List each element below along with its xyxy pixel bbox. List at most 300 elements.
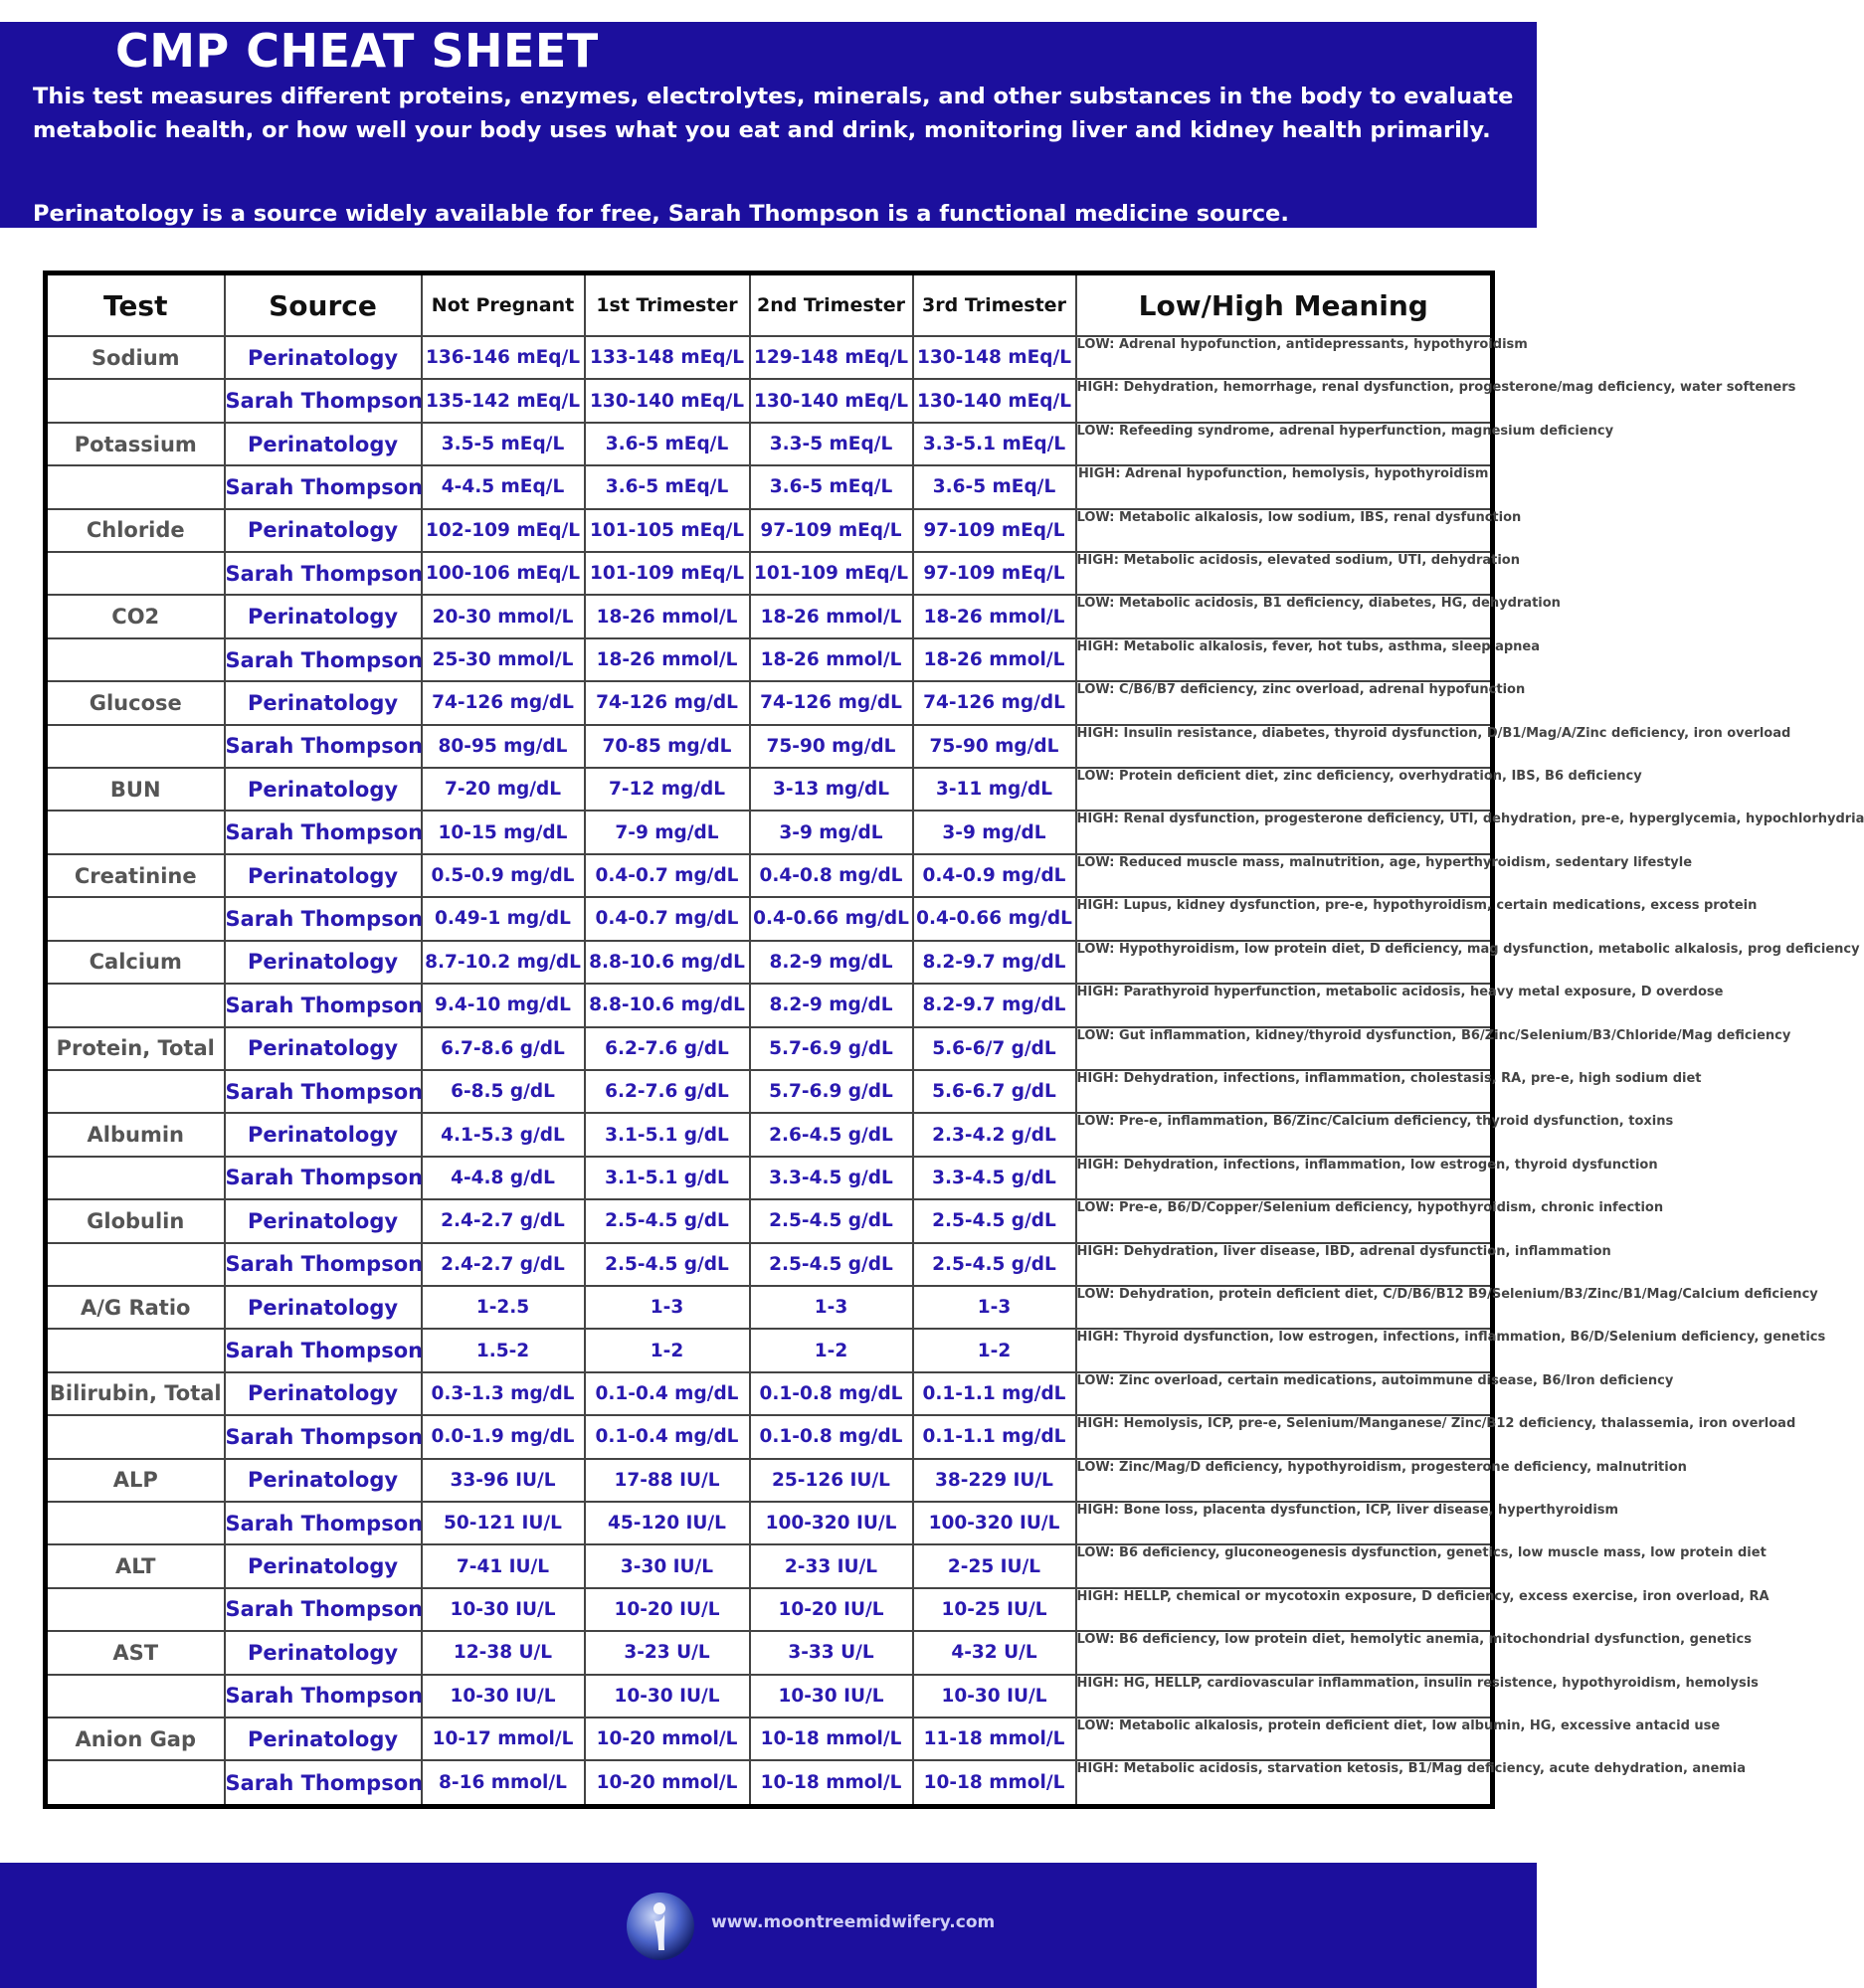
second-trimester-cell: 74-126 mg/dL (750, 681, 913, 724)
third-trimester-cell: 5.6-6/7 g/dL (913, 1027, 1076, 1070)
third-trimester-cell: 100-320 IU/L (913, 1502, 1076, 1544)
not-pregnant-cell: 80-95 mg/dL (422, 725, 585, 768)
first-trimester-cell: 2.5-4.5 g/dL (585, 1243, 750, 1286)
table-row (46, 768, 1493, 811)
first-trimester-cell: 8.8-10.6 mg/dL (585, 941, 750, 984)
second-trimester-cell: 0.4-0.8 mg/dL (750, 854, 913, 897)
first-trimester-cell: 6.2-7.6 g/dL (585, 1070, 750, 1113)
second-trimester-cell: 8.2-9 mg/dL (750, 941, 913, 984)
table-row (46, 897, 1493, 940)
first-trimester-cell: 8.8-10.6 mg/dL (585, 984, 750, 1026)
second-trimester-cell: 5.7-6.9 g/dL (750, 1027, 913, 1070)
not-pregnant-cell: 33-96 IU/L (422, 1459, 585, 1502)
test-name-cell-empty (46, 465, 225, 508)
table-row (46, 941, 1493, 984)
meaning-text: LOW: Protein deficient diet, zinc deficiency, overhydration, IBS, B6 deficiency (1076, 769, 1642, 785)
first-trimester-cell: 1-2 (585, 1329, 750, 1371)
test-name-cell: Potassium (46, 423, 225, 465)
meaning-cell (1076, 1760, 1747, 1806)
meaning-cell (1076, 941, 1860, 984)
meaning-text: HIGH: Dehydration, infections, inflammation, cholestasis, RA, pre-e, high sodium diet (1076, 1070, 1702, 1086)
test-name-cell: Calcium (46, 941, 225, 984)
meaning-text: HIGH: Insulin resistance, diabetes, thyroid dysfunction, D/B1/Mag/A/Zinc deficiency, iron overload (1076, 725, 1791, 741)
first-trimester-cell: 133-148 mEq/L (585, 336, 750, 379)
meaning-text: LOW: Metabolic alkalosis, protein deficient diet, low albumin, HG, excessive antacid use (1076, 1718, 1721, 1733)
source-cell: Perinatology (225, 595, 422, 637)
test-name-cell: AST (46, 1631, 225, 1674)
first-trimester-cell: 10-20 IU/L (585, 1588, 750, 1631)
first-trimester-cell: 74-126 mg/dL (585, 681, 750, 724)
second-trimester-cell: 101-109 mEq/L (750, 552, 913, 595)
meaning-text: LOW: Pre-e, B6/D/Copper/Selenium deficiency, hypothyroidism, chronic infection (1076, 1200, 1664, 1216)
first-trimester-cell: 3-30 IU/L (585, 1544, 750, 1587)
third-trimester-cell: 10-18 mmol/L (913, 1760, 1076, 1806)
test-name-cell-empty (46, 379, 225, 422)
second-trimester-cell: 3-33 U/L (750, 1631, 913, 1674)
second-trimester-cell: 0.1-0.8 mg/dL (750, 1372, 913, 1415)
source-cell: Sarah Thompson (225, 1243, 422, 1286)
table-row (46, 336, 1493, 379)
meaning-text: HIGH: Metabolic alkalosis, fever, hot tubs, asthma, sleep apnea (1076, 638, 1541, 654)
not-pregnant-cell: 8-16 mmol/L (422, 1760, 585, 1806)
meaning-cell (1076, 552, 1520, 595)
third-trimester-cell: 8.2-9.7 mg/dL (913, 941, 1076, 984)
third-trimester-cell: 11-18 mmol/L (913, 1717, 1076, 1760)
meaning-cell (1076, 1113, 1674, 1156)
third-trimester-cell: 75-90 mg/dL (913, 725, 1076, 768)
source-cell: Perinatology (225, 1717, 422, 1760)
header-source: Source (225, 273, 422, 337)
source-cell: Sarah Thompson (225, 1502, 422, 1544)
first-trimester-cell: 70-85 mg/dL (585, 725, 750, 768)
source-cell: Sarah Thompson (225, 552, 422, 595)
table-row (46, 681, 1493, 724)
second-trimester-cell: 8.2-9 mg/dL (750, 984, 913, 1026)
test-name-cell: Chloride (46, 509, 225, 552)
source-cell: Perinatology (225, 1544, 422, 1587)
third-trimester-cell: 97-109 mEq/L (913, 509, 1076, 552)
source-cell: Perinatology (225, 854, 422, 897)
table-row (46, 1675, 1493, 1717)
not-pregnant-cell: 135-142 mEq/L (422, 379, 585, 422)
header-not-pregnant: Not Pregnant (422, 273, 585, 337)
table-row (46, 1329, 1493, 1371)
third-trimester-cell: 2.5-4.5 g/dL (913, 1199, 1076, 1242)
cmp-table (43, 271, 1864, 1809)
second-trimester-cell: 3.3-5 mEq/L (750, 423, 913, 465)
meaning-cell (1076, 336, 1528, 379)
third-trimester-cell: 3.3-5.1 mEq/L (913, 423, 1076, 465)
test-name-cell: Protein, Total (46, 1027, 225, 1070)
second-trimester-cell: 0.4-0.66 mg/dL (750, 897, 913, 940)
second-trimester-cell: 10-20 IU/L (750, 1588, 913, 1631)
third-trimester-cell: 3-11 mg/dL (913, 768, 1076, 811)
meaning-text: LOW: B6 deficiency, low protein diet, hemolytic anemia, mitochondrial dysfunction, genetics (1076, 1632, 1752, 1648)
second-trimester-cell: 2.5-4.5 g/dL (750, 1199, 913, 1242)
test-name-cell: BUN (46, 768, 225, 811)
meaning-text: HIGH: HELLP, chemical or mycotoxin exposure, D deficiency, excess exercise, iron overload, RA (1076, 1588, 1770, 1604)
test-name-cell-empty (46, 725, 225, 768)
header-2nd-trimester: 2nd Trimester (750, 273, 913, 337)
meaning-cell (1076, 1588, 1770, 1631)
third-trimester-cell: 18-26 mmol/L (913, 595, 1076, 637)
source-cell: Sarah Thompson (225, 465, 422, 508)
third-trimester-cell: 2.5-4.5 g/dL (913, 1243, 1076, 1286)
meaning-text: LOW: Pre-e, inflammation, B6/Zinc/Calcium deficiency, thyroid dysfunction, toxins (1076, 1114, 1674, 1130)
meaning-cell (1076, 509, 1522, 552)
source-cell: Sarah Thompson (225, 1675, 422, 1717)
meaning-cell (1076, 1286, 1818, 1329)
not-pregnant-cell: 12-38 U/L (422, 1631, 585, 1674)
first-trimester-cell: 17-88 IU/L (585, 1459, 750, 1502)
not-pregnant-cell: 100-106 mEq/L (422, 552, 585, 595)
source-cell: Sarah Thompson (225, 1329, 422, 1371)
first-trimester-cell: 3.1-5.1 g/dL (585, 1157, 750, 1199)
meaning-text: HIGH: Renal dysfunction, progesterone deficiency, UTI, dehydration, pre-e, hyperglycemia, hypochlorhydria (1076, 812, 1864, 827)
meaning-cell (1076, 1329, 1826, 1371)
first-trimester-cell: 0.1-0.4 mg/dL (585, 1415, 750, 1458)
header-low-high-meaning: Low/High Meaning (1076, 273, 1493, 337)
not-pregnant-cell: 7-41 IU/L (422, 1544, 585, 1587)
meaning-cell (1076, 379, 1796, 422)
meaning-cell (1076, 1243, 1611, 1286)
website-link[interactable]: www.moontreemidwifery.com (711, 1912, 996, 1932)
meaning-text: LOW: Hypothyroidism, low protein diet, D deficiency, mag dysfunction, metabolic alkalosis, prog deficiency (1076, 941, 1860, 957)
source-cell: Perinatology (225, 1631, 422, 1674)
third-trimester-cell: 4-32 U/L (913, 1631, 1076, 1674)
first-trimester-cell: 45-120 IU/L (585, 1502, 750, 1544)
second-trimester-cell: 3.3-4.5 g/dL (750, 1157, 913, 1199)
not-pregnant-cell: 4-4.8 g/dL (422, 1157, 585, 1199)
third-trimester-cell: 0.4-0.9 mg/dL (913, 854, 1076, 897)
not-pregnant-cell: 50-121 IU/L (422, 1502, 585, 1544)
meaning-cell (1076, 1502, 1619, 1544)
test-name-cell-empty (46, 1329, 225, 1371)
table-row (46, 1631, 1493, 1674)
source-cell: Perinatology (225, 1113, 422, 1156)
first-trimester-cell: 3.1-5.1 g/dL (585, 1113, 750, 1156)
meaning-text: LOW: Metabolic alkalosis, low sodium, IBS, renal dysfunction (1076, 509, 1522, 525)
meaning-cell (1076, 1717, 1721, 1760)
first-trimester-cell: 3-23 U/L (585, 1631, 750, 1674)
first-trimester-cell: 7-9 mg/dL (585, 811, 750, 853)
not-pregnant-cell: 0.0-1.9 mg/dL (422, 1415, 585, 1458)
test-name-cell: Anion Gap (46, 1717, 225, 1760)
table-row (46, 1070, 1493, 1113)
meaning-cell (1076, 423, 1614, 465)
meaning-text: LOW: Dehydration, protein deficient diet, C/D/B6/B12 B9/Selenium/B3/Zinc/B1/Mag/Calcium deficiency (1076, 1286, 1818, 1302)
meaning-cell (1076, 897, 1758, 940)
test-name-cell-empty (46, 1760, 225, 1806)
second-trimester-cell: 10-18 mmol/L (750, 1717, 913, 1760)
not-pregnant-cell: 10-17 mmol/L (422, 1717, 585, 1760)
not-pregnant-cell: 2.4-2.7 g/dL (422, 1199, 585, 1242)
test-name-cell: ALP (46, 1459, 225, 1502)
third-trimester-cell: 130-148 mEq/L (913, 336, 1076, 379)
test-name-cell-empty (46, 638, 225, 681)
test-name-cell: Glucose (46, 681, 225, 724)
second-trimester-cell: 25-126 IU/L (750, 1459, 913, 1502)
first-trimester-cell: 101-109 mEq/L (585, 552, 750, 595)
meaning-cell (1076, 984, 1724, 1026)
third-trimester-cell: 3.3-4.5 g/dL (913, 1157, 1076, 1199)
meaning-cell (1076, 681, 1526, 724)
first-trimester-cell: 0.4-0.7 mg/dL (585, 854, 750, 897)
table-row (46, 509, 1493, 552)
not-pregnant-cell: 10-30 IU/L (422, 1588, 585, 1631)
third-trimester-cell: 3-9 mg/dL (913, 811, 1076, 853)
not-pregnant-cell: 0.5-0.9 mg/dL (422, 854, 585, 897)
meaning-text: LOW: Metabolic acidosis, B1 deficiency, diabetes, HG, dehydration (1076, 596, 1561, 612)
third-trimester-cell: 2-25 IU/L (913, 1544, 1076, 1587)
first-trimester-cell: 10-20 mmol/L (585, 1717, 750, 1760)
meaning-text: LOW: B6 deficiency, gluconeogenesis dysfunction, genetics, low muscle mass, low protein diet (1076, 1545, 1767, 1561)
not-pregnant-cell: 10-30 IU/L (422, 1675, 585, 1717)
second-trimester-cell: 75-90 mg/dL (750, 725, 913, 768)
third-trimester-cell: 0.4-0.66 mg/dL (913, 897, 1076, 940)
source-cell: Perinatology (225, 1286, 422, 1329)
meaning-text: HIGH: Dehydration, infections, inflammation, low estrogen, thyroid dysfunction (1076, 1157, 1658, 1173)
not-pregnant-cell: 1.5-2 (422, 1329, 585, 1371)
table-row (46, 725, 1493, 768)
source-cell: Sarah Thompson (225, 725, 422, 768)
test-name-cell-empty (46, 1070, 225, 1113)
third-trimester-cell: 1-3 (913, 1286, 1076, 1329)
table-row (46, 1544, 1493, 1587)
second-trimester-cell: 3-13 mg/dL (750, 768, 913, 811)
table-row (46, 1717, 1493, 1760)
table-row (46, 1113, 1493, 1156)
source-cell: Sarah Thompson (225, 1415, 422, 1458)
first-trimester-cell: 18-26 mmol/L (585, 595, 750, 637)
header-1st-trimester: 1st Trimester (585, 273, 750, 337)
table-row (46, 1588, 1493, 1631)
not-pregnant-cell: 102-109 mEq/L (422, 509, 585, 552)
table-row (46, 1502, 1493, 1544)
third-trimester-cell: 97-109 mEq/L (913, 552, 1076, 595)
table-row (46, 595, 1493, 637)
second-trimester-cell: 2.6-4.5 g/dL (750, 1113, 913, 1156)
second-trimester-cell: 0.1-0.8 mg/dL (750, 1415, 913, 1458)
first-trimester-cell: 10-20 mmol/L (585, 1760, 750, 1806)
third-trimester-cell: 2.3-4.2 g/dL (913, 1113, 1076, 1156)
source-cell: Sarah Thompson (225, 811, 422, 853)
meaning-text: HIGH: HG, HELLP, cardiovascular inflammation, insulin resistence, hypothyroidism, hemolysis (1076, 1675, 1759, 1691)
third-trimester-cell: 0.1-1.1 mg/dL (913, 1372, 1076, 1415)
third-trimester-cell: 38-229 IU/L (913, 1459, 1076, 1502)
not-pregnant-cell: 4.1-5.3 g/dL (422, 1113, 585, 1156)
third-trimester-cell: 18-26 mmol/L (913, 638, 1076, 681)
third-trimester-cell: 74-126 mg/dL (913, 681, 1076, 724)
not-pregnant-cell: 0.3-1.3 mg/dL (422, 1372, 585, 1415)
test-name-cell-empty (46, 552, 225, 595)
meaning-text: LOW: C/B6/B7 deficiency, zinc overload, adrenal hypofunction (1076, 682, 1526, 698)
test-name-cell-empty (46, 811, 225, 853)
second-trimester-cell: 2.5-4.5 g/dL (750, 1243, 913, 1286)
not-pregnant-cell: 1-2.5 (422, 1286, 585, 1329)
header-banner (0, 22, 1537, 228)
second-trimester-cell: 10-18 mmol/L (750, 1760, 913, 1806)
not-pregnant-cell: 2.4-2.7 g/dL (422, 1243, 585, 1286)
third-trimester-cell: 5.6-6.7 g/dL (913, 1070, 1076, 1113)
third-trimester-cell: 8.2-9.7 mg/dL (913, 984, 1076, 1026)
not-pregnant-cell: 9.4-10 mg/dL (422, 984, 585, 1026)
source-cell: Perinatology (225, 336, 422, 379)
meaning-text: LOW: Gut inflammation, kidney/thyroid dysfunction, B6/Zinc/Selenium/B3/Chloride/Mag deficiency (1076, 1027, 1791, 1043)
third-trimester-cell: 10-30 IU/L (913, 1675, 1076, 1717)
test-name-cell-empty (46, 1588, 225, 1631)
table-row (46, 1415, 1493, 1458)
meaning-text: HIGH: Metabolic acidosis, elevated sodium, UTI, dehydration (1076, 553, 1520, 569)
source-cell: Sarah Thompson (225, 897, 422, 940)
test-name-cell-empty (46, 1502, 225, 1544)
table-row (46, 1027, 1493, 1070)
test-name-cell-empty (46, 984, 225, 1026)
second-trimester-cell: 129-148 mEq/L (750, 336, 913, 379)
source-cell: Sarah Thompson (225, 984, 422, 1026)
table-row (46, 552, 1493, 595)
page-title: CMP CHEAT SHEET (115, 24, 599, 78)
table-row (46, 1157, 1493, 1199)
meaning-cell (1076, 1157, 1658, 1199)
second-trimester-cell: 1-2 (750, 1329, 913, 1371)
meaning-cell (1076, 1070, 1702, 1113)
table-row (46, 1760, 1493, 1806)
meaning-text: HIGH: Dehydration, hemorrhage, renal dysfunction, progesterone/mag deficiency, water softeners (1076, 380, 1796, 396)
meaning-cell (1076, 768, 1642, 811)
not-pregnant-cell: 6-8.5 g/dL (422, 1070, 585, 1113)
source-cell: Sarah Thompson (225, 1588, 422, 1631)
not-pregnant-cell: 25-30 mmol/L (422, 638, 585, 681)
meaning-cell (1076, 1544, 1767, 1587)
meaning-text: LOW: Zinc/Mag/D deficiency, hypothyroidism, progesterone deficiency, malnutrition (1076, 1459, 1687, 1475)
meaning-cell (1076, 811, 1864, 853)
table-row (46, 1286, 1493, 1329)
first-trimester-cell: 130-140 mEq/L (585, 379, 750, 422)
first-trimester-cell: 7-12 mg/dL (585, 768, 750, 811)
not-pregnant-cell: 4-4.5 mEq/L (422, 465, 585, 508)
meaning-text: LOW: Reduced muscle mass, malnutrition, age, hyperthyroidism, sedentary lifestyle (1076, 854, 1693, 870)
source-cell: Perinatology (225, 768, 422, 811)
first-trimester-cell: 2.5-4.5 g/dL (585, 1199, 750, 1242)
source-cell: Sarah Thompson (225, 1157, 422, 1199)
second-trimester-cell: 1-3 (750, 1286, 913, 1329)
table-row (46, 379, 1493, 422)
source-cell: Perinatology (225, 1372, 422, 1415)
table-row (46, 1372, 1493, 1415)
source-cell: Perinatology (225, 681, 422, 724)
third-trimester-cell: 0.1-1.1 mg/dL (913, 1415, 1076, 1458)
table-row (46, 1459, 1493, 1502)
meaning-cell (1076, 1027, 1791, 1070)
header-test: Test (46, 273, 225, 337)
test-name-cell-empty (46, 1675, 225, 1717)
second-trimester-cell: 10-30 IU/L (750, 1675, 913, 1717)
source-cell: Perinatology (225, 1459, 422, 1502)
table-row (46, 423, 1493, 465)
meaning-text: HIGH: Adrenal hypofunction, hemolysis, hypothyroidism (1078, 466, 1489, 482)
table-row (46, 1243, 1493, 1286)
first-trimester-cell: 0.4-0.7 mg/dL (585, 897, 750, 940)
first-trimester-cell: 0.1-0.4 mg/dL (585, 1372, 750, 1415)
second-trimester-cell: 3.6-5 mEq/L (750, 465, 913, 508)
source-cell: Perinatology (225, 423, 422, 465)
meaning-text: LOW: Adrenal hypofunction, antidepressants, hypothyroidism (1076, 337, 1528, 352)
second-trimester-cell: 2-33 IU/L (750, 1544, 913, 1587)
meaning-cell (1076, 1459, 1687, 1502)
source-cell: Perinatology (225, 509, 422, 552)
not-pregnant-cell: 3.5-5 mEq/L (422, 423, 585, 465)
header-3rd-trimester: 3rd Trimester (913, 273, 1076, 337)
second-trimester-cell: 18-26 mmol/L (750, 595, 913, 637)
third-trimester-cell: 130-140 mEq/L (913, 379, 1076, 422)
meaning-cell (1076, 595, 1561, 637)
meaning-text: HIGH: Parathyroid hyperfunction, metabolic acidosis, heavy metal exposure, D overdose (1076, 985, 1724, 1000)
meaning-text: LOW: Zinc overload, certain medications, autoimmune disease, B6/Iron deficiency (1076, 1372, 1674, 1388)
source-cell: Perinatology (225, 941, 422, 984)
test-name-cell: Globulin (46, 1199, 225, 1242)
meaning-text: HIGH: Bone loss, placenta dysfunction, ICP, liver disease, hyperthyroidism (1076, 1502, 1619, 1518)
first-trimester-cell: 10-30 IU/L (585, 1675, 750, 1717)
test-name-cell: Creatinine (46, 854, 225, 897)
not-pregnant-cell: 136-146 mEq/L (422, 336, 585, 379)
meaning-cell (1076, 1675, 1759, 1717)
third-trimester-cell: 1-2 (913, 1329, 1076, 1371)
second-trimester-cell: 5.7-6.9 g/dL (750, 1070, 913, 1113)
meaning-cell (1076, 1372, 1674, 1415)
table-header-row (46, 273, 1493, 337)
not-pregnant-cell: 7-20 mg/dL (422, 768, 585, 811)
test-name-cell-empty (46, 1243, 225, 1286)
intro-text: This test measures different proteins, enzymes, electrolytes, minerals, and other substances in the body to evaluate metabolic health, or how well your body uses what you eat and drink, monitoring liver and kidney health primarily. (33, 84, 1514, 143)
second-trimester-cell: 130-140 mEq/L (750, 379, 913, 422)
test-name-cell: CO2 (46, 595, 225, 637)
meaning-cell (1076, 465, 1493, 508)
test-name-cell: ALT (46, 1544, 225, 1587)
test-name-cell: Sodium (46, 336, 225, 379)
table-row (46, 811, 1493, 853)
table-row (46, 854, 1493, 897)
table-row (46, 1199, 1493, 1242)
source-cell: Perinatology (225, 1027, 422, 1070)
source-cell: Perinatology (225, 1199, 422, 1242)
table-row (46, 465, 1493, 508)
table-row (46, 984, 1493, 1026)
moon-tree-logo-icon (625, 1891, 696, 1962)
first-trimester-cell: 3.6-5 mEq/L (585, 465, 750, 508)
source-cell: Sarah Thompson (225, 638, 422, 681)
table-body (46, 336, 1864, 1807)
source-note: Perinatology is a source widely available for free, Sarah Thompson is a functional medicine source. (33, 201, 1289, 227)
meaning-text: HIGH: Thyroid dysfunction, low estrogen, infections, inflammation, B6/D/Selenium deficiency, genetics (1076, 1330, 1826, 1346)
meaning-cell (1076, 638, 1541, 681)
meaning-cell (1076, 1415, 1796, 1458)
meaning-text: HIGH: Metabolic acidosis, starvation ketosis, B1/Mag deficiency, acute dehydration, anemia (1076, 1761, 1747, 1777)
second-trimester-cell: 18-26 mmol/L (750, 638, 913, 681)
first-trimester-cell: 1-3 (585, 1286, 750, 1329)
source-cell: Sarah Thompson (225, 1070, 422, 1113)
test-name-cell: Bilirubin, Total (46, 1372, 225, 1415)
source-cell: Sarah Thompson (225, 379, 422, 422)
first-trimester-cell: 101-105 mEq/L (585, 509, 750, 552)
test-name-cell-empty (46, 1157, 225, 1199)
meaning-text: HIGH: Dehydration, liver disease, IBD, adrenal dysfunction, inflammation (1076, 1243, 1611, 1259)
not-pregnant-cell: 0.49-1 mg/dL (422, 897, 585, 940)
source-cell: Sarah Thompson (225, 1760, 422, 1806)
meaning-text: HIGH: Hemolysis, ICP, pre-e, Selenium/Manganese/ Zinc/B12 deficiency, thalassemia, iron overload (1076, 1416, 1796, 1432)
table-row (46, 638, 1493, 681)
footer-banner (0, 1863, 1537, 1988)
